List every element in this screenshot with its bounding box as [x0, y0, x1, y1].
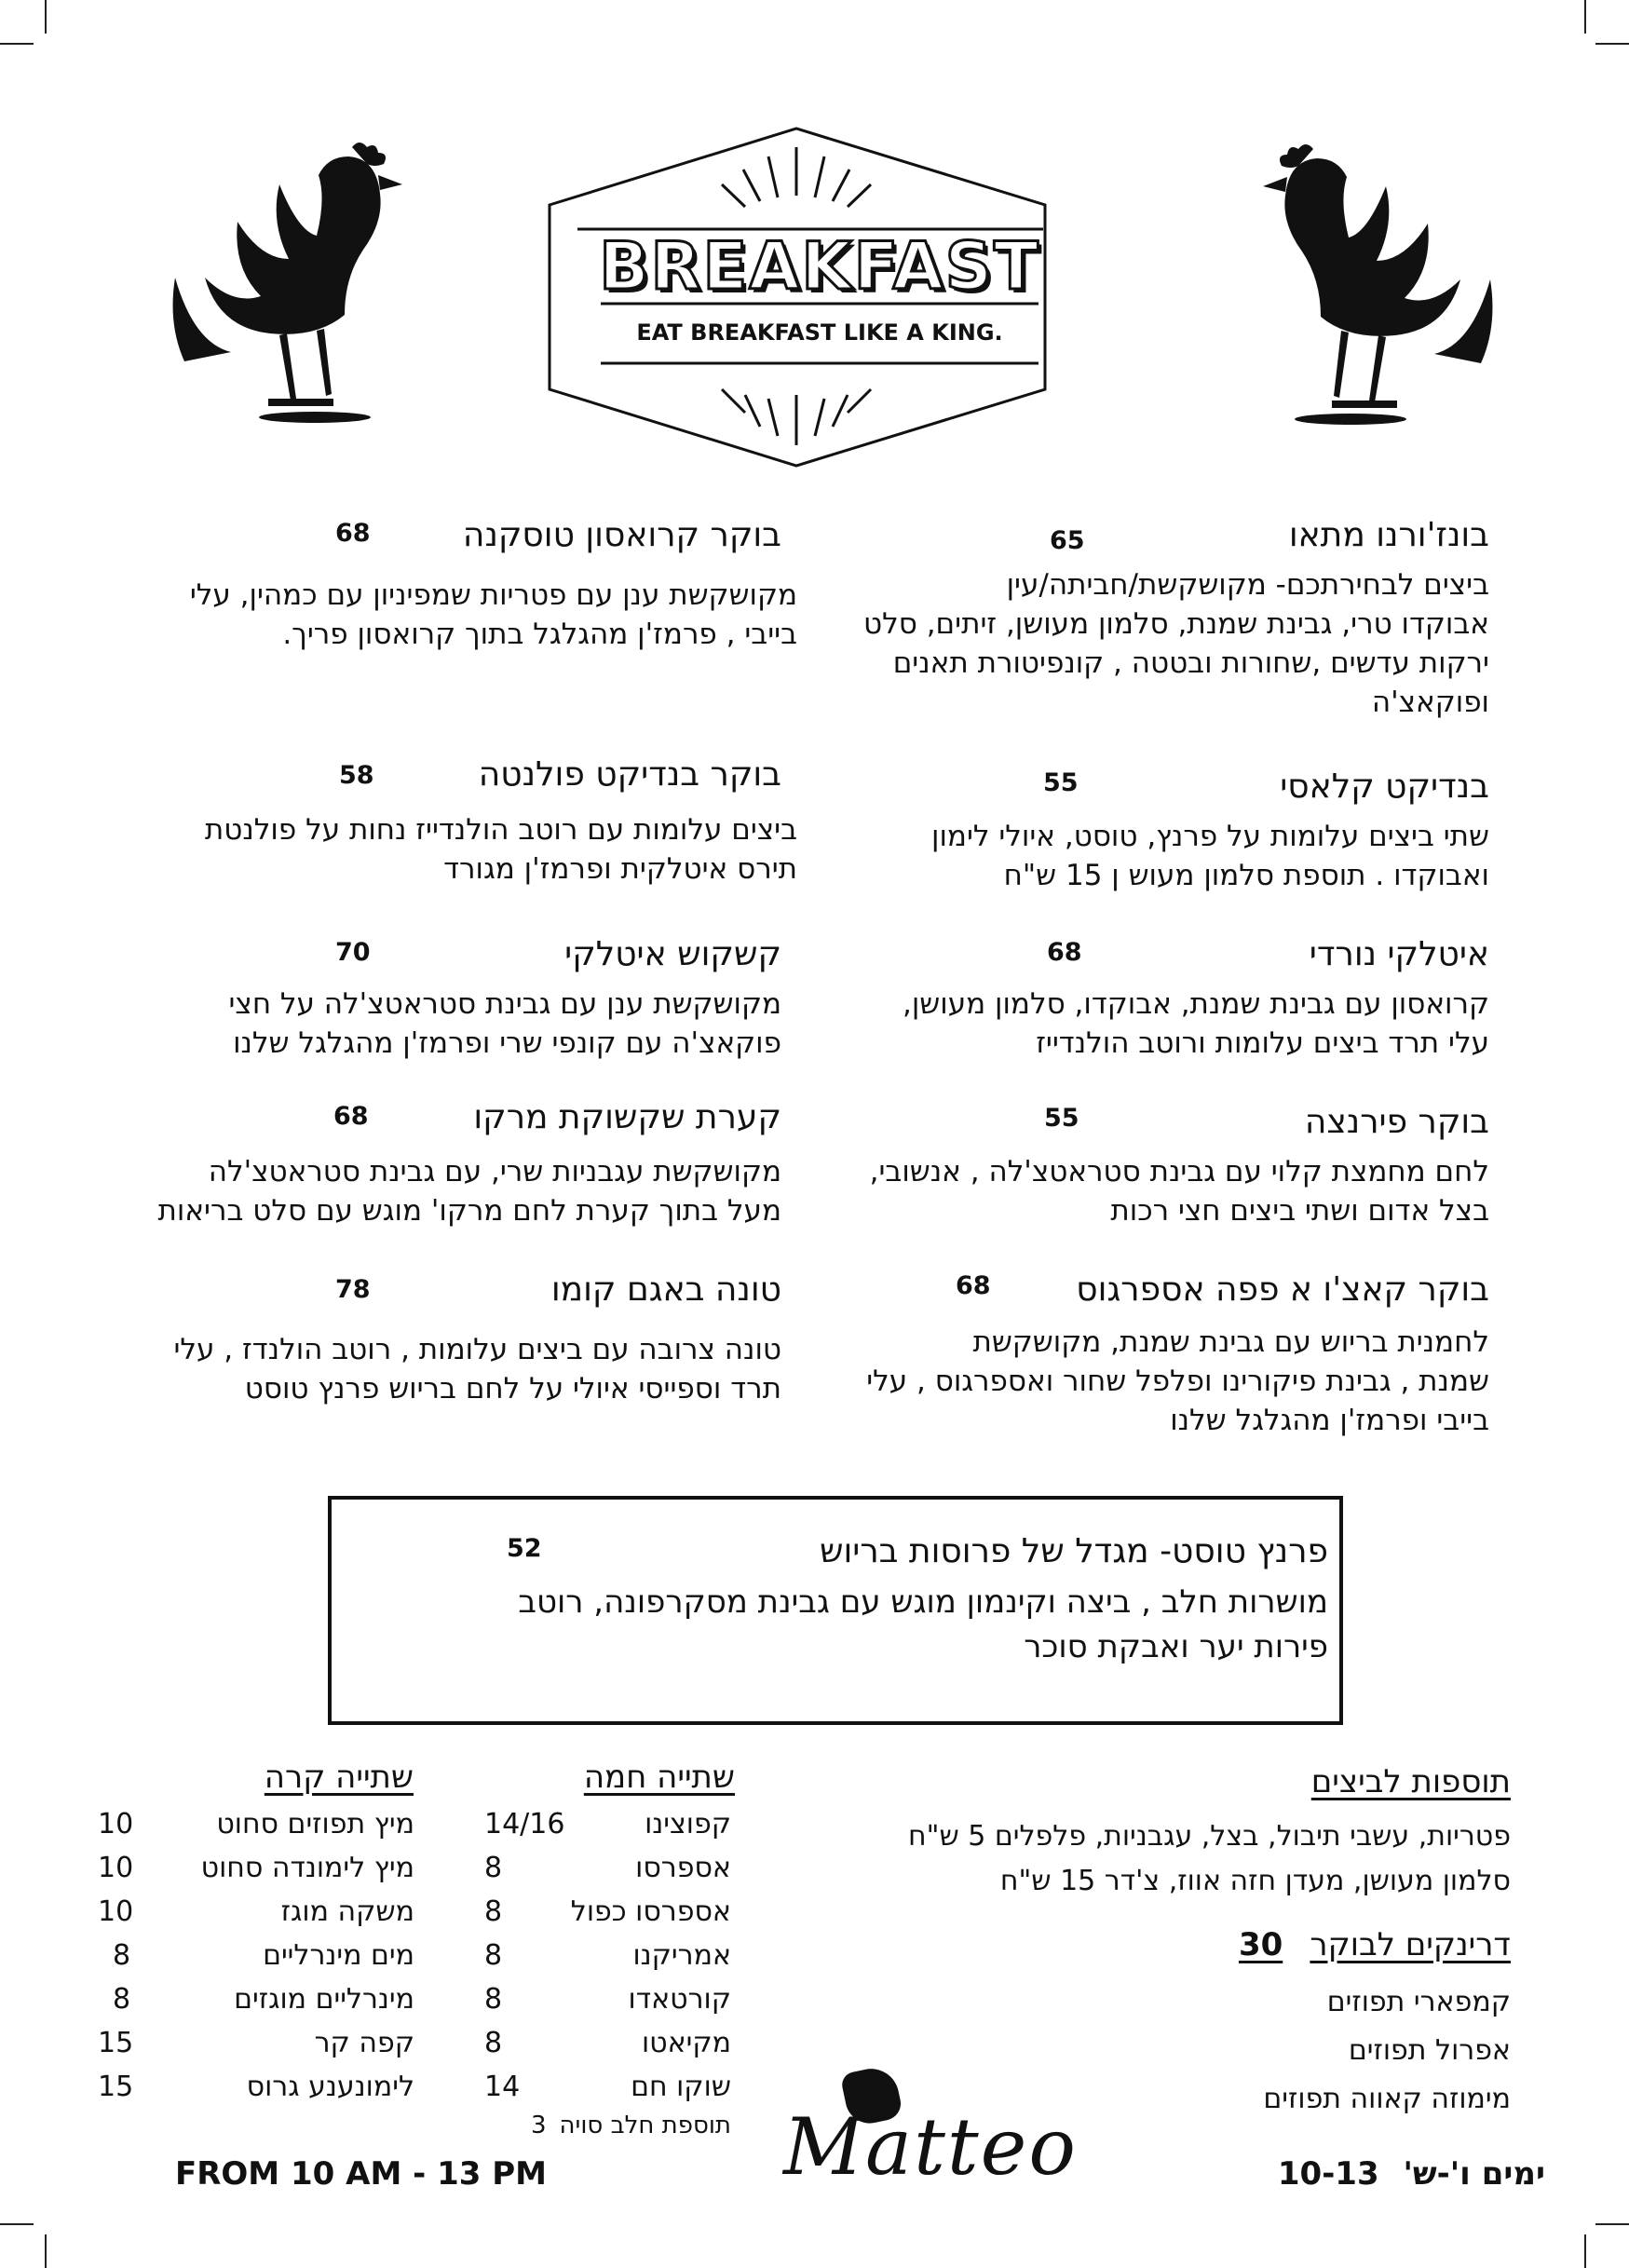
menu-item-title: בוקר בנדיקט פולנטה [478, 755, 781, 794]
hot-drink-row: 8 אספרסו [484, 1852, 731, 1884]
crop-mark [1584, 2234, 1586, 2268]
menu-item-price: 65 [1050, 526, 1085, 555]
cold-drink-row: 8 מים מינרליים [113, 1939, 414, 1972]
crop-mark [45, 2234, 47, 2268]
opening-days [1278, 2155, 1545, 2193]
hot-drink-row: 8 אספרסו כפול [484, 1895, 731, 1928]
morning-drinks-heading: דרינקים לבוקר 30 [1238, 1926, 1511, 1963]
hot-drink-note-row: 3 תוספת חלב סויה [531, 2112, 731, 2139]
menu-item-title: איטלקי נורדי [1309, 935, 1489, 973]
hot-drinks-list [484, 1802, 731, 2142]
menu-item-description: ביצים עלומות עם רוטב הולנדייז נחות על פולנטת תירס איטלקית ופרמז'ן מגורד [204, 813, 797, 886]
hot-drink-row: 14 שוקו חם [484, 2071, 731, 2103]
matteo-logo [778, 2063, 1078, 2203]
menu-item-description: קרואסון עם גבינת שמנת, אבוקדו, סלמון מעושן, עלי תרד ביצים עלומות ורוטב הולנדייז [902, 987, 1489, 1060]
menu-item-price: 78 [335, 1275, 371, 1304]
menu-item-price: 68 [1047, 938, 1082, 967]
hot-drink-row: 8 מקיאטו [484, 2027, 731, 2059]
morning-drink-item: אפרול תפוזים [1348, 2034, 1511, 2067]
egg-extras-list [803, 1814, 1511, 1904]
brand-tagline: EAT BREAKFAST LIKE A KING. [636, 319, 1003, 346]
opening-hours-en: FROM 10 AM - 13 PM [175, 2155, 547, 2193]
menu-item-description: מקושקשת עגבניות שרי, עם גבינת סטראטצ'לה מעל בתוך קערת לחם מרקו' מוגש עם סלט בריאות [157, 1155, 781, 1228]
egg-extras-line: פטריות, עשבי תיבול, בצל, עגבניות, פלפלים 5 ש"ח [908, 1820, 1511, 1853]
cold-drink-row: 15 קפה קר [98, 2027, 414, 2059]
morning-drinks-price: 30 [1238, 1926, 1283, 1963]
crop-mark [1595, 43, 1629, 45]
menu-item-description: מקושקשת ענן עם פטריות שמפיניון עם כמהין, עלי בייבי , פרמז'ן מהגלגל בתוך קרואסון פריך. [189, 578, 797, 651]
crop-mark [45, 0, 47, 34]
menu-item-title: קערת שקשוקת מרקו [473, 1098, 781, 1136]
special-item-title: פרנץ טוסט- מגדל של פרוסות בריוש [819, 1532, 1328, 1570]
menu-item-price: 55 [1044, 1104, 1079, 1133]
opening-days-hours: 10-13 [1277, 2155, 1379, 2193]
logo-wordmark: Matteo [783, 2101, 1078, 2193]
crop-mark [1595, 2223, 1629, 2225]
special-item-price: 52 [507, 1534, 542, 1563]
menu-item-description: לחם מחמצת קלוי עם גבינת סטראטצ'לה , אנשובי, בצל אדום ושתי ביצים חצי רכות [869, 1155, 1489, 1228]
morning-drink-item: קמפארי תפוזים [1326, 1986, 1511, 2018]
brand-title: BREAKFAST [599, 228, 1040, 305]
cold-drinks-list [98, 1802, 414, 2109]
special-item-description: מושרות חלב , ביצה וקינמון מוגש עם גבינת מסקרפונה, רוטב פירות יער ואבקת סוכר [518, 1583, 1328, 1665]
menu-item-title: בוקר קאצ'ו א פפה אספרגוס [1076, 1270, 1489, 1309]
rooster-left-illustration [166, 138, 408, 441]
hot-drinks-heading: שתייה חמה [583, 1759, 735, 1796]
menu-item-title: טונה באגם קומו [550, 1270, 781, 1309]
cold-drink-row: 10 מיץ לימונדה סחוט [98, 1852, 414, 1884]
rooster-right-illustration [1257, 140, 1500, 442]
menu-item-price: 68 [956, 1271, 991, 1300]
hot-drink-row: 8 אמריקנו [484, 1939, 731, 1972]
cold-drink-row: 15 לימונענע גרוס [98, 2071, 414, 2103]
menu-item-description: שתי ביצים עלומות על פרנץ, טוסט, איולי לימון ואבוקדו . תוספת סלמון מעוש ן 15 ש"ח [931, 820, 1489, 892]
menu-item-title: בוקר פירנצה [1304, 1103, 1489, 1141]
menu-item-description: מקושקשת ענן עם גבינת סטראטצ'לה על חצי פוקאצ'ה עם קונפי שרי ופרמז'ן מהגלגל שלנו [228, 987, 781, 1060]
menu-item-title: בנדיקט קלאסי [1280, 767, 1489, 806]
hot-drink-row: 8 קורטאדו [484, 1983, 731, 2016]
opening-days-he: ימים ו'-ש' [1403, 2155, 1545, 2193]
crop-mark [0, 43, 34, 45]
menu-item-price: 55 [1043, 768, 1079, 797]
morning-drinks-list [1175, 1978, 1511, 2124]
crop-mark [0, 2223, 34, 2225]
menu-item-price: 70 [335, 938, 371, 967]
menu-item-title: בוקר קרואסון טוסקנה [462, 516, 781, 554]
menu-item-description: טונה צרובה עם ביצים עלומות , רוטב הולנדז , עלי תרד וספייסי איולי על לחם בריוש פרנץ טוסט [173, 1333, 781, 1406]
cold-drink-row: 10 משקה מוגז [98, 1895, 414, 1928]
cold-drinks-heading: שתייה קרה [264, 1759, 414, 1796]
morning-drink-item: מימוזה קאווה תפוזים [1263, 2083, 1511, 2115]
special-item-box [328, 1496, 1343, 1725]
menu-item-description: ביצים לבחירתכם- מקושקשת/חביתה/עין אבוקדו טרי, גבינת שמנת, סלמון מעושן, זיתים, סלט ירקות עדשים ,שחורות ובטטה , קונפיטורת תאנים ופוקאצ'ה [863, 568, 1489, 719]
cold-drink-row: 10 מיץ תפוזים סחוט [98, 1808, 414, 1840]
breakfast-badge [531, 119, 1062, 473]
menu-item-price: 68 [335, 519, 371, 548]
cold-drink-row: 8 מינרליים מוגזים [113, 1983, 414, 2016]
egg-extras-heading: תוספות לביצים [1310, 1763, 1511, 1800]
menu-item-description: לחמנית בריוש עם גבינת שמנת, מקושקשת שמנת , גבינת פיקורינו ופלפל שחור ואספרגוס , עלי בייבי ופרמז'ן מהגלגל שלנו [866, 1325, 1489, 1437]
egg-extras-line: סלמון מעושן, מעדן חזה אווז, צ'דר 15 ש"ח [999, 1865, 1511, 1897]
menu-item-price: 68 [333, 1102, 369, 1131]
menu-item-title: קשקוש איטלקי [564, 935, 781, 973]
crop-mark [1584, 0, 1586, 34]
menu-item-price: 58 [339, 761, 374, 790]
menu-item-title: בונז'ורנו מתאו [1288, 516, 1489, 554]
hot-drink-row: 14/16 קפוצינו [484, 1808, 731, 1840]
